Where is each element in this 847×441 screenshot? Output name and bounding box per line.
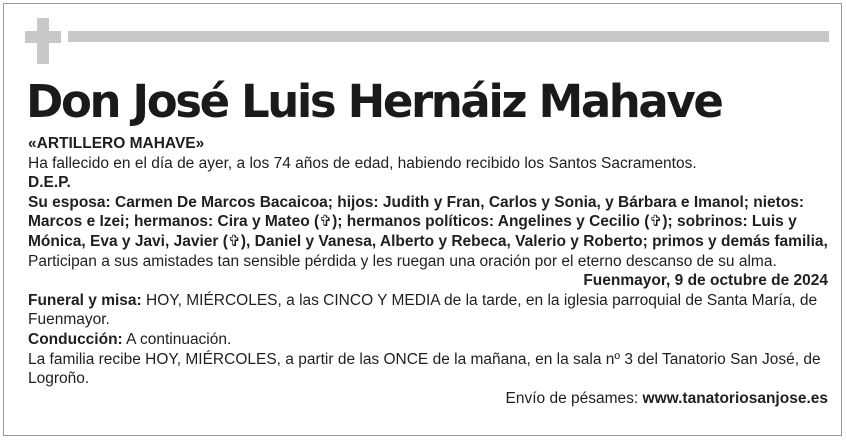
- family-list: [28, 193, 828, 252]
- procession-label: Conducción:: [28, 330, 123, 348]
- cross-icon-deceased-cecilio: ✞: [649, 212, 663, 231]
- condolences-line: [28, 389, 828, 409]
- cross-icon-deceased-javier: ✞: [227, 231, 241, 250]
- death-notice: Ha fallecido en el día de ayer, a los 74 años de edad, habiendo recibido los Santos Sacramentos.: [28, 154, 697, 172]
- condolences-label: Envío de pésames:: [505, 389, 643, 407]
- family-part-3: ); sobrinos: Luis y Mónica, Eva y Javi, Javier (: [28, 213, 797, 250]
- procession-text: A continuación.: [122, 330, 232, 348]
- funeral-text: HOY, MIÉRCOLES, a las CINCO Y MEDIA de la tarde, en la iglesia parroquial de Santa María, de Fuenmayor.: [28, 291, 818, 329]
- family-part-2: ); hermanos políticos: Angelines y Cecilio (: [332, 213, 650, 231]
- deceased-name: Don José Luis Hernáiz Mahave: [26, 75, 722, 128]
- cross-icon: [25, 18, 61, 64]
- family-part-1: Su esposa: Carmen De Marcos Bacaicoa; hijos: Judith y Fran, Carlos y Sonia, y Bárbara e Imanol; nietos: Marcos e Izei; hermanos: Cira y Mateo (: [28, 193, 805, 231]
- header-divider: [68, 31, 829, 42]
- prayer-request: Participan a sus amistades tan sensible pérdida y les ruegan una oración por el eterno descanso de su alma.: [28, 252, 777, 270]
- family-part-4: ), Daniel y Vanesa, Alberto y Rebeca, Valerio y Roberto; primos y demás familia,: [240, 232, 828, 250]
- rip-text: D.E.P.: [28, 174, 71, 192]
- wake-info: La familia recibe HOY, MIÉRCOLES, a partir de las ONCE de la mañana, en la sala nº 3 del Tanatorio San José, de Logroño.: [28, 350, 821, 388]
- procession-info: [28, 330, 828, 350]
- nickname: «ARTILLERO MAHAVE»: [28, 135, 205, 152]
- funeral-info: [28, 291, 828, 330]
- notice-body: [28, 134, 828, 408]
- condolences-url[interactable]: www.tanatoriosanjose.es: [642, 389, 828, 407]
- place-date: Fuenmayor, 9 de octubre de 2024: [583, 272, 828, 290]
- cross-icon-deceased-mateo: ✞: [319, 212, 333, 231]
- funeral-label: Funeral y misa:: [28, 291, 142, 309]
